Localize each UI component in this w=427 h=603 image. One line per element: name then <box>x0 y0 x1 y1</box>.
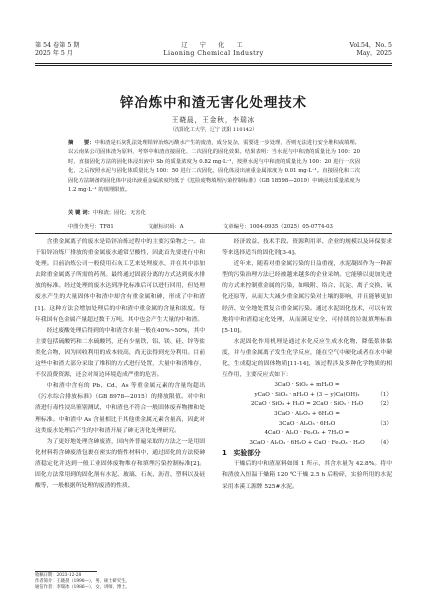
journal-header <box>35 42 392 62</box>
paragraph: 为了更好地处理含砷废渣，国内外普遍采取的方法之一是用固化材料将含砷废渣包裹在密实的惰性材料中，通过固化的方法使砷渣稳定化并达到一般工业固体废物堆存和填埋污染控制标准[2]。固化方法常用到的固化剂有水泥、玻璃、石灰、沥青、塑料以及硅酸等，一般根据所处理的废渣的性质、 <box>35 438 205 490</box>
issue-date-en: May，2025 <box>356 50 392 57</box>
issue-info-en <box>349 42 392 58</box>
equation-number: （3） <box>377 420 392 427</box>
author-bio: 作者简介：王晓晨（1998—），男，硕士研究生。 <box>35 578 130 584</box>
left-column <box>35 237 205 492</box>
abstract <box>68 139 360 195</box>
footnote-rule <box>35 571 97 572</box>
reaction-equations: 3CaO · SiO₂ + mH₂O = yCaO · SiO₂ · nH₂O + (3 − y)Ca(OH)₂ （1） 2CaO · SiO₂ + H₂O = 2CaO · SiO₂ · H₂O （2） 3CaO · Al₂O₃ + 6H₂O = 3CaO · Al₂O₃ · 6H₂O （3） 4CaO · Al₂O · Fe₂O₃ + 7H₂O = 3CaO · Al₂O₃ · 6H₂O + CaO · Fe₂O₃ · H₂O （4） <box>222 381 392 448</box>
author-affiliation: （沈阳化工大学，辽宁 沈阳 110142） <box>169 127 258 133</box>
paragraph: 干燥后的中和渣原料如图 1 所示，其含水量为 42.8%。将中和渣放入恒温干燥箱 120 ℃干燥 2.5 h 后粉碎，实验所用的水泥采用本溪工源牌 525#水泥。 <box>222 461 392 490</box>
volume-issue: 第 54 卷第 5 期 <box>35 42 80 49</box>
equation-2: 2CaO · SiO₂ + H₂O = 2CaO · SiO₂ · H₂O （2） <box>222 400 392 410</box>
volume-issue-en: Vol.54，No. 5 <box>349 42 392 49</box>
clc-number: 中图分类号：TF81 <box>68 224 114 230</box>
keywords <box>68 208 360 216</box>
paragraph: 经过废酸处理后得到的中和渣含水量一般在40%~50%，其中主要包括硫酸钙和二水硫酸钙，还有少量铁、铝、镁、硅、锌等盐类化合物，因为回收利用的成本较高，尚无法得到充分利用。目前这些中和渣大部分采取了堆积的方式进行处置，大量中和渣堆存，不仅浪费资源，还会对周边环境造成严重的危害。 <box>35 327 205 379</box>
right-column <box>222 237 392 493</box>
equation-3: 3CaO · Al₂O₃ + 6H₂O = <box>274 411 340 417</box>
paper-authors: 王晓晨，王金秋，李瑞冰 <box>171 116 256 124</box>
paragraph: 近年来，随着对重金属污染的日益重视，水泥凝固作为一种新型的污染治理方法已经被越来越多的企业采纳。它能够以更加先进的方式来控制重金属的污染，如吸附、络合、沉淀、离子交换、氧化还原等，从而大大减少重金属污染对土壤的影响，并且能够更加经济、安全地处置复合重金属污染。通过水泥固化技术，可以有效地将中和渣稳定化处理，从而满足安全、可持续的垃圾填埋标准[5-10]。 <box>222 261 392 334</box>
paragraph: 水泥固化作用机理是通过水化反应生成水化物，降低浆体黏度，并与重金属离子发生化学反应，能在空气中硬化或者在水中硬化，生成稳定的固体物质[11-14]，该过程涉及多种化学物质的相互作用，主要反应式如下： <box>222 338 392 379</box>
corresponding-author: 通信作者：李瑞冰（1986—），女，讲师，博士。 <box>35 584 130 590</box>
equation-1: 3CaO · SiO₂ + mH₂O = <box>274 382 340 389</box>
footnote <box>35 573 205 590</box>
journal-name-en: Liaoning Chemical Industry <box>163 50 264 57</box>
journal-name <box>35 42 392 58</box>
issue-date: 2025 年 5 月 <box>35 50 73 57</box>
abstract-separator <box>35 233 392 234</box>
paper-title: 锌冶炼中和渣无害化处理技术 <box>119 96 308 111</box>
abstract-label: 摘 要： <box>68 140 95 146</box>
equation-number: （4） <box>377 439 392 446</box>
paragraph: 经济效益、技术手段、资源利用率、企业的规模以及环保要求等来选择适当的固化剂[3-4]。 <box>222 239 392 257</box>
header-rule-thin <box>35 65 392 66</box>
equation-4: 4CaO · Al₂O · Fe₂O₃ + 7H₂O = <box>264 430 350 437</box>
journal-name-cn: 辽 宁 化 工 <box>181 42 246 49</box>
article-number: 文章编号：1004-0935（2025）05-0774-03 <box>223 224 333 230</box>
equation-number: （1） <box>377 391 392 398</box>
equation-number: （2） <box>377 401 392 408</box>
keywords-text: 中和渣；固化；无害化 <box>92 210 146 216</box>
header-rule <box>35 63 392 64</box>
received-date: 收稿日期：2023-12-28 <box>35 573 82 578</box>
keywords-label: 关 键 词： <box>68 210 93 216</box>
abstract-text: 中和渣是石灰乳法处理铅锌冶炼污酸水产生的废渣，成分复杂，需要进一步处理，否则无法进行安全堆积或填埋。以云南某公司固体渣为原料，考察中和渣直接固化、二次固化的固化效果。结果表明：当水泥与中和渣的质量比为 100：20 时，直接固化方法的固化体浸出液中 Sb 的质量浓度为 0.82 mg·L⁻¹，按照水泥与中和渣的质量比为 100：20 进行一次固化，之后按照水泥与固化体质量比为 100：50 进行二次固化，固化体浸出液重金属浓度为 0.01 mg·L⁻¹。直接固化和二次固化方法制备的固化体中浸出液重金属浓度均低于《危险废物填埋污染控制标准》（GB 18598—2019）中砷浸出质量浓度为 1.2 mg·L⁻¹ 的填埋限值。 <box>68 140 360 194</box>
paragraph: 含重金属离子的废水是铅锌冶炼过程中的主要污染物之一。由于铅锌冶炼厂排放的重金属废水通常呈酸性，因此首先要进行中和处理。目前冶炼公司一般使用石灰工艺来处理废水，并在其中添加去除重金属离子所需的药剂。最终通过固液分离的方式达到废水排放的标准。经过处理的废水达到净化标准后可以进行回用，但处理废水产生的大量固体中和渣中却含有重金属和砷，形成了中和渣[1]。这种方法会增加处理后的中和渣中重金属的含量和浓度。每年我国有色金属产量超过数千万吨，其中也会产生大量的中和渣。 <box>35 239 205 323</box>
section-heading: 1 实验部分 <box>222 449 261 458</box>
document-code: 文献标识码：A <box>148 224 184 230</box>
paragraph: 中和渣中含有的 Pb、Cd、As 等重金属元素的含量均超出《污水综合排放标准》（GB 8978—2015）的排放限值。对中和渣进行毒性浸出鉴别测试，中和渣也不符合一般固体废弃物掺和处理标准。中和渣中 As 含量相比于其他重金属元素含量高，因此对这类废水处理后产生的中和渣开展了砷无害化处理研究。 <box>35 383 205 434</box>
